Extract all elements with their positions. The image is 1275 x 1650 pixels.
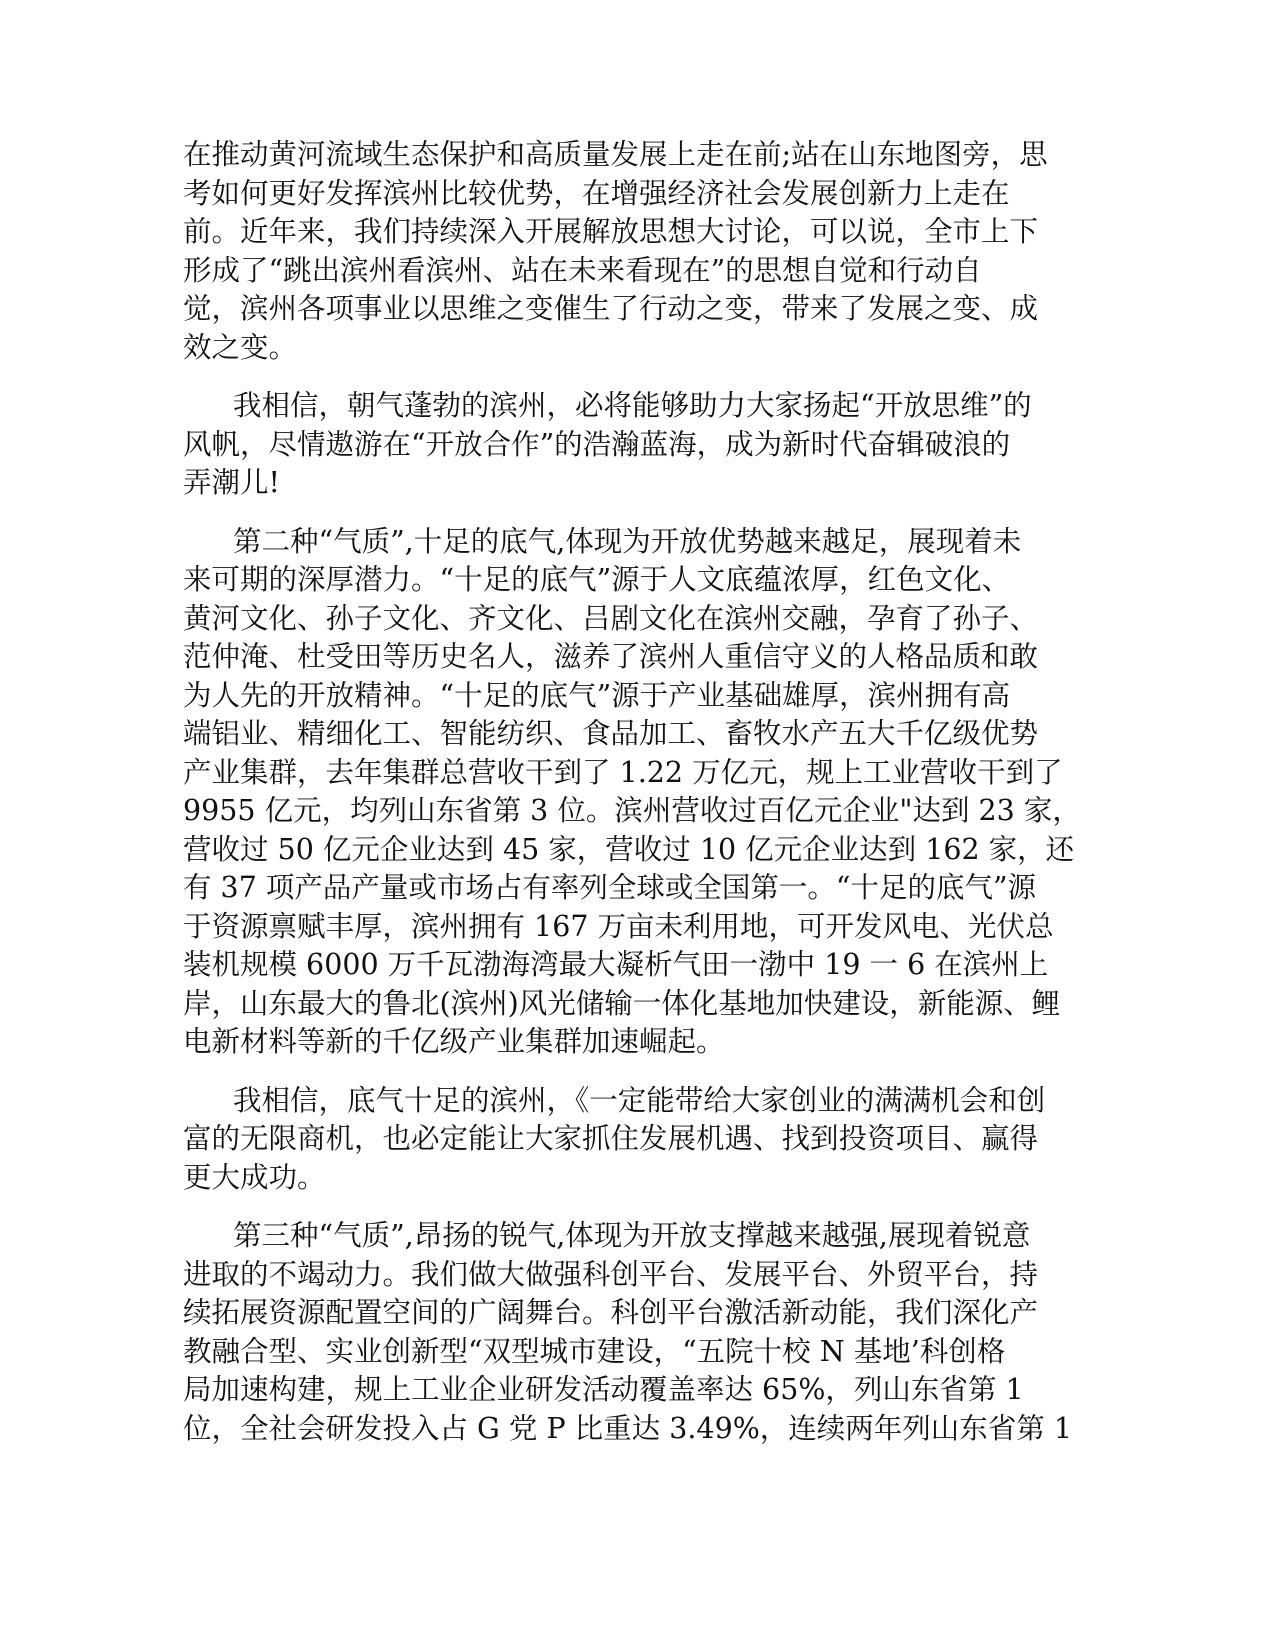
text-line: 形成了“跳出滨州看滨州、站在未来看现在”的思想自觉和行动自	[183, 253, 982, 287]
text-line: 第二种“气质”,十足的底气,体现为开放优势越来越足，展现着未	[233, 524, 1022, 558]
text-line: 局加速构建，规上工业企业研发活动覆盖率达 65%，列山东省第 1	[183, 1373, 1024, 1406]
text-line: 有 37 项产品产量或市场占有率列全球或全国第一。“十足的底气”源	[183, 871, 1037, 904]
paragraph-2	[183, 387, 1088, 503]
text-line: 觉，滨州各项事业以思维之变催生了行动之变，带来了发展之变、成	[183, 292, 1039, 325]
text-line: 产业集群，去年集群总营收干到了 1.22 万亿元，规上工业营收干到了	[183, 755, 1063, 789]
text-line: 电新材料等新的千亿级产业集群加速崛起。	[183, 1025, 725, 1058]
text-line: 第三种“气质”,昂扬的锐气,体现为开放支撑越来越强,展现着锐意	[233, 1219, 1031, 1252]
text-line: 效之变。	[183, 330, 298, 364]
text-line: 来可期的深厚潜力。“十足的底气”源于人文底蕴浓厚，红色文化、	[183, 563, 1011, 596]
text-line: 我相信，朝气蓬勃的滨州，必将能够助力大家扬起“开放思维”的	[233, 389, 1032, 422]
paragraph-3	[183, 523, 1088, 1062]
text-line: 进取的不竭动力。我们做大做强科创平台、发展平台、外贸平台，持	[183, 1257, 1039, 1291]
text-line: 黄河文化、孙子文化、齐文化、吕剧文化在滨州交融，孕育了孙子、	[183, 601, 1039, 635]
text-line: 在推动黄河流域生态保护和高质量发展上走在前;站在山东地图旁，思	[183, 138, 1048, 171]
paragraph-4	[183, 1082, 1088, 1198]
paragraph-5	[183, 1217, 1088, 1448]
text-line: 风帆，尽情遨游在“开放合作”的浩瀚蓝海，成为新时代奋辑破浪的	[183, 427, 1011, 461]
text-line: 为人先的开放精神。“十足的底气”源于产业基础雄厚，滨州拥有高	[183, 678, 1011, 712]
text-line: 考如何更好发挥滨州比较优势，在增强经济社会发展创新力上走在	[183, 176, 1010, 210]
text-line: 范仲淹、杜受田等历史名人，滋养了滨州人重信守义的人格品质和敢	[183, 640, 1039, 673]
text-line: 营收过 50 亿元企业达到 45 家，营收过 10 亿元企业达到 162 家，还	[183, 832, 1075, 866]
text-line: 于资源禀赋丰厚，滨州拥有 167 万亩未利用地，可开发风电、光伏总	[183, 909, 1054, 943]
text-line: 位，全社会研发投入占 G 党 P 比重达 3.49%，连续两年列山东省第 1	[183, 1411, 1072, 1445]
text-line: 我相信，底气十足的滨州，《一定能带给大家创业的满满机会和创	[233, 1083, 1046, 1117]
text-line: 续拓展资源配置空间的广阔舞台。科创平台激活新动能，我们深化产	[183, 1296, 1039, 1329]
text-line: 端铝业、精细化工、智能纺织、食品加工、畜牧水产五大千亿级优势	[183, 717, 1039, 750]
text-line: 富的无限商机，也必定能让大家抓住发展机遇、找到投资项目、赢得	[183, 1122, 1039, 1155]
text-line: 装机规模 6000 万千瓦渤海湾最大凝析气田一渤中 19 一 6 在滨州上	[183, 948, 1049, 981]
text-line: 岸，山东最大的鲁北(滨州)风光储输一体化基地加快建设，新能源、鲤	[183, 986, 1061, 1020]
text-line: 弄潮儿!	[183, 466, 280, 499]
text-line: 9955 亿元，均列山东省第 3 位。滨州营收过百亿元企业"达到 23 家，	[183, 794, 1081, 827]
text-line: 更大成功。	[183, 1160, 326, 1194]
text-line: 前。近年来，我们持续深入开展解放思想大讨论，可以说，全市上下	[183, 215, 1039, 248]
document-page	[183, 136, 1088, 1468]
paragraph-1	[183, 136, 1088, 367]
text-line: 教融合型、实业创新型“双型城市建设，“五院十校 N 基地’科创格	[183, 1334, 1006, 1368]
